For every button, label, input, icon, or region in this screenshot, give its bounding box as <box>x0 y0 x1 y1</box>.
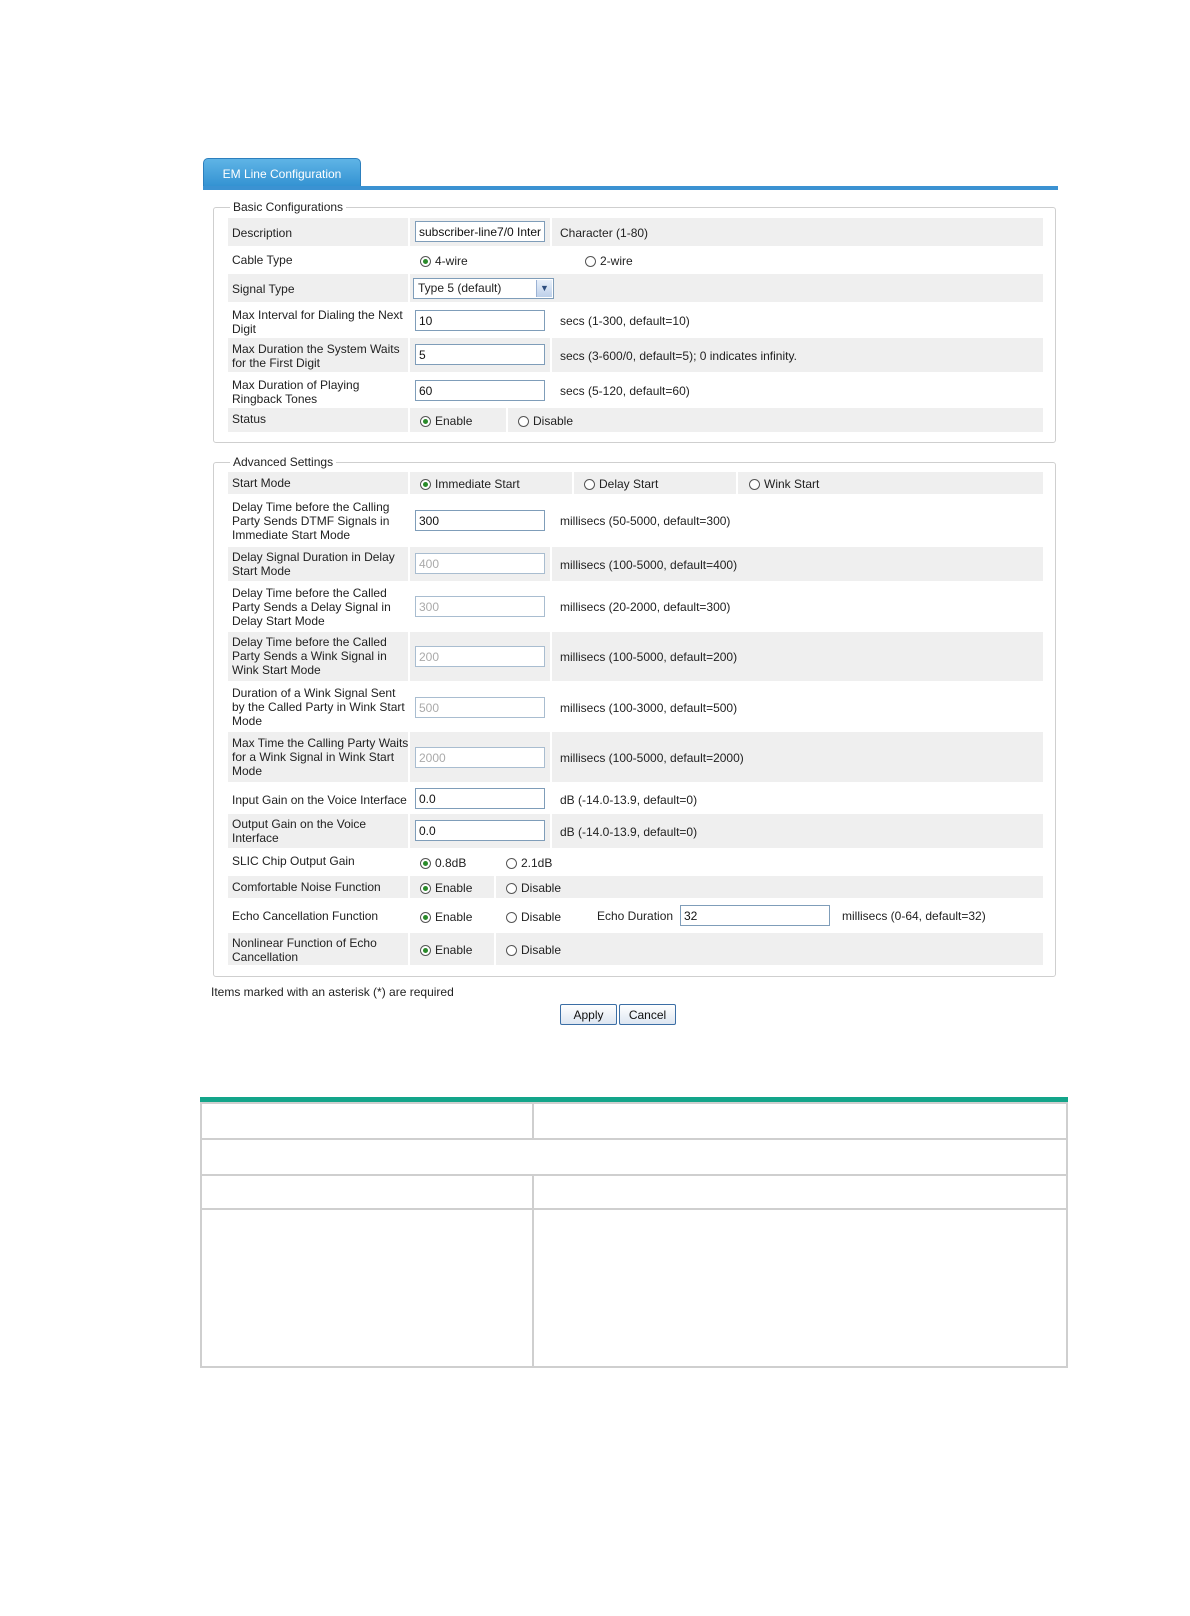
status-enable-radio[interactable]: Enable <box>420 414 472 428</box>
row-echo-cancellation <box>228 900 1043 932</box>
nonlinear-echo-disable-radio[interactable]: Disable <box>506 943 561 957</box>
cable-type-label: Cable Type <box>232 253 293 267</box>
wink-duration-input[interactable] <box>415 697 545 718</box>
delay-signal-duration-hint: millisecs (100-5000, default=400) <box>560 558 738 572</box>
radio-selected-icon <box>420 945 431 956</box>
row-slic-gain <box>228 850 1043 876</box>
input-gain-input[interactable] <box>415 788 545 809</box>
row-delay-called-delay <box>228 582 1043 632</box>
cable-type-4wire-radio[interactable]: 4-wire <box>420 254 468 268</box>
delay-called-delay-hint: millisecs (20-2000, default=300) <box>560 600 731 614</box>
row-start-mode <box>228 472 1043 494</box>
tab-underline <box>203 186 1058 190</box>
signal-type-select[interactable]: Type 5 (default) ▼ <box>413 278 554 299</box>
start-mode-wink-radio[interactable]: Wink Start <box>749 477 819 491</box>
radio-unselected-icon <box>506 912 517 923</box>
delay-called-delay-input[interactable] <box>415 596 545 617</box>
table-divider <box>202 1138 1066 1140</box>
delay-dtmf-hint: millisecs (50-5000, default=300) <box>560 514 731 528</box>
input-gain-label: Input Gain on the Voice Interface <box>232 793 407 807</box>
max-ringback-label: Max Duration of Playing Ringback Tones <box>232 378 360 406</box>
radio-selected-icon <box>420 416 431 427</box>
row-max-ringback <box>228 372 1043 408</box>
delay-called-wink-hint: millisecs (100-5000, default=200) <box>560 650 738 664</box>
delay-signal-duration-input[interactable] <box>415 553 545 574</box>
advanced-settings-legend: Advanced Settings <box>230 455 336 469</box>
description-label: Description <box>232 226 293 240</box>
row-max-duration-first-digit <box>228 338 1043 372</box>
delay-called-delay-label: Delay Time before the Called Party Sends a Delay Signal in Delay Start Mode <box>232 586 391 628</box>
slic-gain-21db-radio[interactable]: 2.1dB <box>506 856 552 870</box>
parameters-table <box>200 1102 1068 1368</box>
row-signal-type <box>228 274 1043 302</box>
row-status <box>228 408 1043 432</box>
max-duration-first-digit-hint: secs (3-600/0, default=5); 0 indicates infinity. <box>560 349 797 363</box>
start-mode-label: Start Mode <box>232 476 291 490</box>
description-hint: Character (1-80) <box>560 226 649 240</box>
output-gain-input[interactable] <box>415 820 545 841</box>
required-note: Items marked with an asterisk (*) are required <box>211 985 454 999</box>
max-interval-hint: secs (1-300, default=10) <box>560 314 690 328</box>
max-wait-wink-input[interactable] <box>415 747 545 768</box>
signal-type-label: Signal Type <box>232 282 295 296</box>
radio-unselected-icon <box>506 858 517 869</box>
echo-duration-label: Echo Duration <box>597 909 674 923</box>
echo-duration-hint: millisecs (0-64, default=32) <box>842 909 986 923</box>
row-input-gain <box>228 784 1043 814</box>
echo-cancellation-enable-radio[interactable]: Enable <box>420 910 472 924</box>
max-interval-label: Max Interval for Dialing the Next Digit <box>232 308 403 336</box>
delay-signal-duration-label: Delay Signal Duration in Delay Start Mode <box>232 550 395 578</box>
row-description <box>228 218 1043 246</box>
input-gain-hint: dB (-14.0-13.9, default=0) <box>560 793 698 807</box>
echo-duration-input[interactable] <box>680 905 830 926</box>
cancel-button[interactable]: Cancel <box>619 1004 676 1025</box>
basic-configurations-legend: Basic Configurations <box>230 200 346 214</box>
tab-em-line-configuration[interactable]: EM Line Configuration <box>203 158 361 189</box>
chevron-down-icon[interactable]: ▼ <box>536 280 552 297</box>
radio-unselected-icon <box>585 256 596 267</box>
slic-gain-08db-radio[interactable]: 0.8dB <box>420 856 466 870</box>
max-interval-input[interactable] <box>415 310 545 331</box>
row-delay-dtmf <box>228 496 1043 546</box>
radio-unselected-icon <box>506 945 517 956</box>
radio-unselected-icon <box>749 479 760 490</box>
max-wait-wink-hint: millisecs (100-5000, default=2000) <box>560 751 744 765</box>
row-delay-called-wink <box>228 632 1043 681</box>
max-ringback-input[interactable] <box>415 380 545 401</box>
table-divider <box>532 1104 534 1140</box>
comfort-noise-disable-radio[interactable]: Disable <box>506 881 561 895</box>
nonlinear-echo-enable-radio[interactable]: Enable <box>420 943 472 957</box>
row-wink-duration <box>228 682 1043 732</box>
description-input[interactable] <box>415 221 545 242</box>
radio-selected-icon <box>420 912 431 923</box>
row-nonlinear-echo <box>228 933 1043 965</box>
radio-selected-icon <box>420 883 431 894</box>
max-ringback-hint: secs (5-120, default=60) <box>560 384 690 398</box>
table-divider <box>532 1174 534 1366</box>
comfort-noise-label: Comfortable Noise Function <box>232 880 381 894</box>
row-cable-type <box>228 246 1043 274</box>
wink-duration-hint: millisecs (100-3000, default=500) <box>560 701 738 715</box>
delay-called-wink-input[interactable] <box>415 646 545 667</box>
delay-called-wink-label: Delay Time before the Called Party Sends a Wink Signal in Wink Start Mode <box>232 635 387 677</box>
max-duration-first-digit-label: Max Duration the System Waits for the First Digit <box>232 342 400 370</box>
row-delay-signal-duration <box>228 547 1043 581</box>
delay-dtmf-input[interactable] <box>415 510 545 531</box>
max-duration-first-digit-input[interactable] <box>415 344 545 365</box>
start-mode-immediate-radio[interactable]: Immediate Start <box>420 477 520 491</box>
row-max-interval <box>228 302 1043 338</box>
table-divider <box>202 1174 1066 1176</box>
radio-selected-icon <box>420 256 431 267</box>
max-wait-wink-label: Max Time the Calling Party Waits for a Wink Signal in Wink Start Mode <box>232 736 409 778</box>
comfort-noise-enable-radio[interactable]: Enable <box>420 881 472 895</box>
radio-unselected-icon <box>584 479 595 490</box>
start-mode-delay-radio[interactable]: Delay Start <box>584 477 658 491</box>
wink-duration-label: Duration of a Wink Signal Sent by the Called Party in Wink Start Mode <box>232 686 405 728</box>
echo-cancellation-disable-radio[interactable]: Disable <box>506 910 561 924</box>
delay-dtmf-label: Delay Time before the Calling Party Sends DTMF Signals in Immediate Start Mode <box>232 500 390 542</box>
radio-selected-icon <box>420 858 431 869</box>
echo-cancellation-label: Echo Cancellation Function <box>232 909 379 923</box>
nonlinear-echo-label: Nonlinear Function of Echo Cancellation <box>232 936 377 964</box>
slic-gain-label: SLIC Chip Output Gain <box>232 854 355 868</box>
radio-unselected-icon <box>506 883 517 894</box>
row-output-gain <box>228 814 1043 848</box>
output-gain-label: Output Gain on the Voice Interface <box>232 817 367 845</box>
row-max-wait-wink <box>228 732 1043 782</box>
apply-button[interactable]: Apply <box>560 1004 617 1025</box>
status-label: Status <box>232 412 267 426</box>
status-disable-radio[interactable]: Disable <box>518 414 573 428</box>
cable-type-2wire-radio[interactable]: 2-wire <box>585 254 633 268</box>
row-comfort-noise <box>228 876 1043 898</box>
output-gain-hint: dB (-14.0-13.9, default=0) <box>560 825 698 839</box>
radio-unselected-icon <box>518 416 529 427</box>
radio-selected-icon <box>420 479 431 490</box>
table-divider <box>202 1208 1066 1210</box>
